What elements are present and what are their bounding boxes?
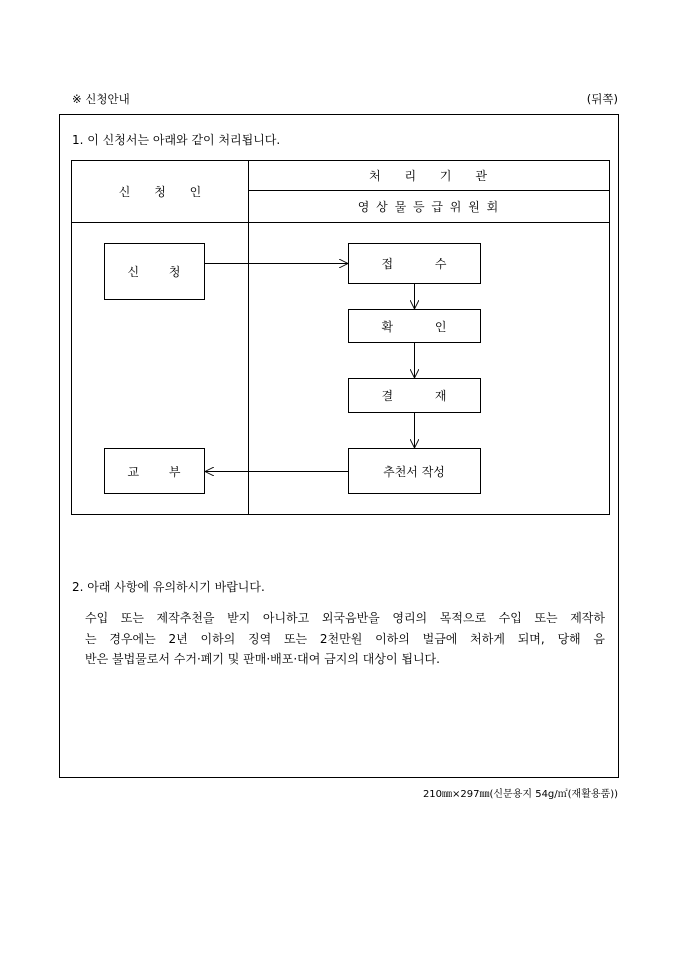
- notice-paragraph: [85, 608, 605, 670]
- approve-label: 결 재: [381, 389, 447, 403]
- page-side-label: (뒤쪽): [586, 92, 618, 106]
- notice-title: ※ 신청안내: [72, 92, 130, 106]
- applicant-header: 신 청 인: [118, 185, 202, 199]
- section2-heading: 2. 아래 사항에 유의하시기 바랍니다.: [72, 580, 265, 594]
- section1-heading: 1. 이 신청서는 아래와 같이 처리됩니다.: [72, 133, 281, 147]
- apply-label: 신 청: [127, 265, 181, 279]
- confirm-label: 확 인: [381, 320, 447, 334]
- paragraph-line: 는 경우에는 2년 이하의 징역 또는 2천만원 이하의 벌금에 처하게 되며, 당해 음: [85, 631, 605, 646]
- paper-spec: 210㎜×297㎜(신문용지 54g/㎡(재활용품)): [422, 789, 618, 800]
- deliver-label: 교 부: [127, 465, 181, 479]
- recommend-label: 추천서 작성: [383, 465, 445, 479]
- paragraph-line: 수입 또는 제작추천을 받지 아니하고 외국음반을 영리의 목적으로 수입 또는 제작하: [85, 611, 605, 625]
- authority-header: 처 리 기 관: [369, 169, 487, 183]
- paragraph-line: 반은 불법물로서 수거·폐기 및 판매·배포·대여 금지의 대상이 됩니다.: [85, 652, 440, 666]
- receive-label: 접 수: [381, 257, 447, 271]
- authority-name: 영 상 물 등 급 위 원 회: [357, 200, 499, 214]
